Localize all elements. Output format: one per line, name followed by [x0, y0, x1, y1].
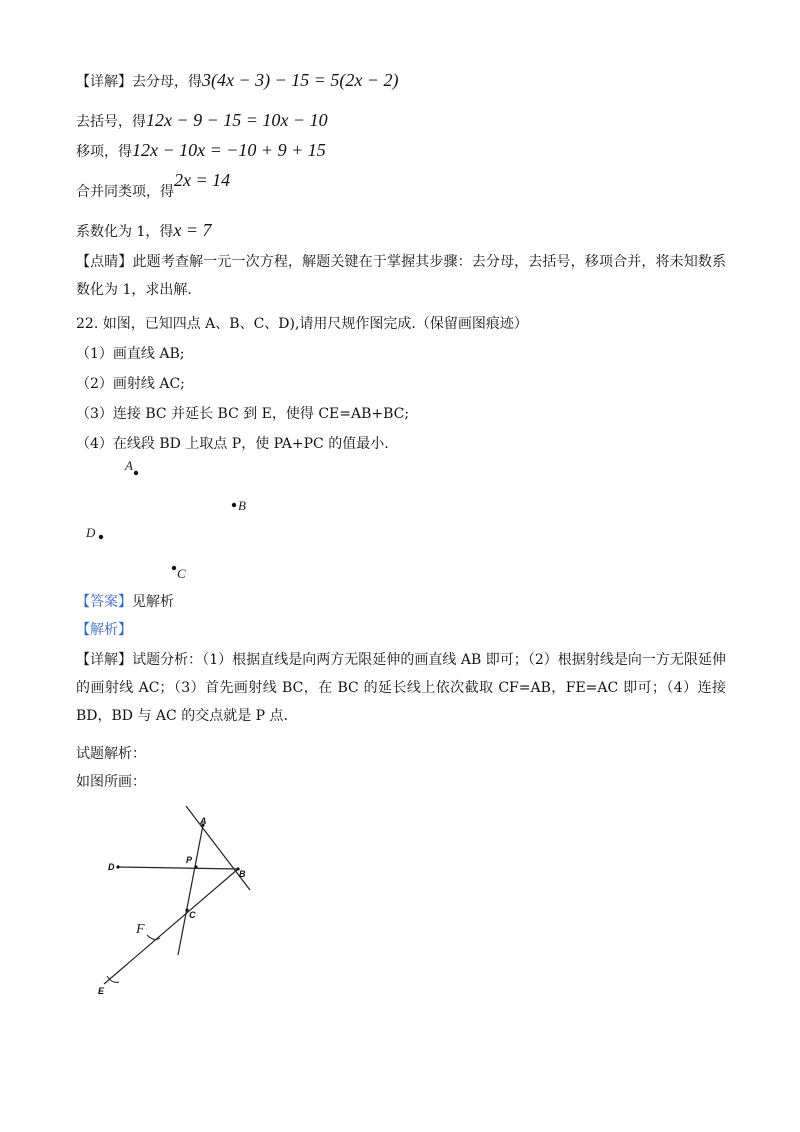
step-3-label: 移项，得 [76, 144, 132, 160]
analysis-line: 试题解析： [76, 746, 146, 762]
point-d-label: D [86, 525, 96, 540]
answer-tag: 【答案】 [76, 594, 132, 610]
question-22-item-4: （4）在线段 BD 上取点 P，使 PA+PC 的值最小. [76, 436, 389, 452]
step-4-label: 合并同类项，得 [76, 184, 174, 200]
question-22-item-3: （3）连接 BC 并延长 BC 到 E，使得 CE=AB+BC; [76, 406, 410, 422]
point-b-label: B [238, 498, 246, 513]
step-2-label: 去括号，得 [76, 114, 146, 130]
point-p-dot-fig [194, 865, 197, 868]
label-f-fig: F [136, 922, 145, 937]
point-d-dot-fig [116, 865, 119, 868]
label-a-fig: A [200, 816, 207, 826]
segment-bd [118, 867, 238, 869]
step-5-equation: x = 7 [173, 220, 212, 240]
label-d-fig: D [108, 862, 115, 872]
step-2-equation: 12x − 9 − 15 = 10x − 10 [146, 110, 328, 130]
question-22-item-1: （1）画直线 AB; [76, 346, 185, 362]
question-22-stem: 22. 如图，已知四点 A、B、C、D),请用尺规作图完成.（保留画图痕迹） [76, 316, 528, 332]
step-4-equation: 2x = 14 [174, 170, 231, 190]
label-p-fig: P [186, 855, 193, 865]
step-3-equation: 12x − 10x = −10 + 9 + 15 [132, 140, 326, 160]
detail-text: 试题分析：（1）根据直线是向两方无限延伸的画直线 AB 即可；（2）根据射线是向一方无限延伸的画射线 AC；（3）首先画射线 BC，在 BC 的延长线上依次截取 CF=AB，FE=AC 即可；（4）连接 BD，BD 与 AC 的交点就是 P 点. [76, 652, 726, 724]
ray-ac [178, 825, 203, 955]
comment-tag: 【点睛】 [76, 254, 133, 270]
analysis-tag: 【解析】 [76, 622, 132, 638]
step-5-label: 系数化为 1，得 [76, 224, 174, 240]
answer-text: 见解析 [132, 594, 174, 610]
step-1-equation: 3(4x − 3) − 15 = 5(2x − 2) [202, 70, 399, 90]
figure-caption: 如图所画： [76, 774, 146, 790]
label-c-fig: C [189, 910, 196, 920]
detail-tag: 【详解】 [76, 652, 133, 668]
label-b-fig: B [239, 869, 246, 879]
label-e-fig: E [98, 986, 105, 996]
point-a-label: A [125, 458, 133, 473]
comment-text: 此题考查解一元一次方程，解题关键在于掌握其步骤：去分母，去括号，移项合并，将未知数系数化为 1，求出解. [76, 254, 727, 298]
step-1-label: 【详解】去分母，得 [76, 74, 202, 90]
question-22-item-2: （2）画射线 AC; [76, 376, 185, 392]
point-c-label: C [177, 566, 186, 581]
ray-bc-e [104, 869, 238, 984]
